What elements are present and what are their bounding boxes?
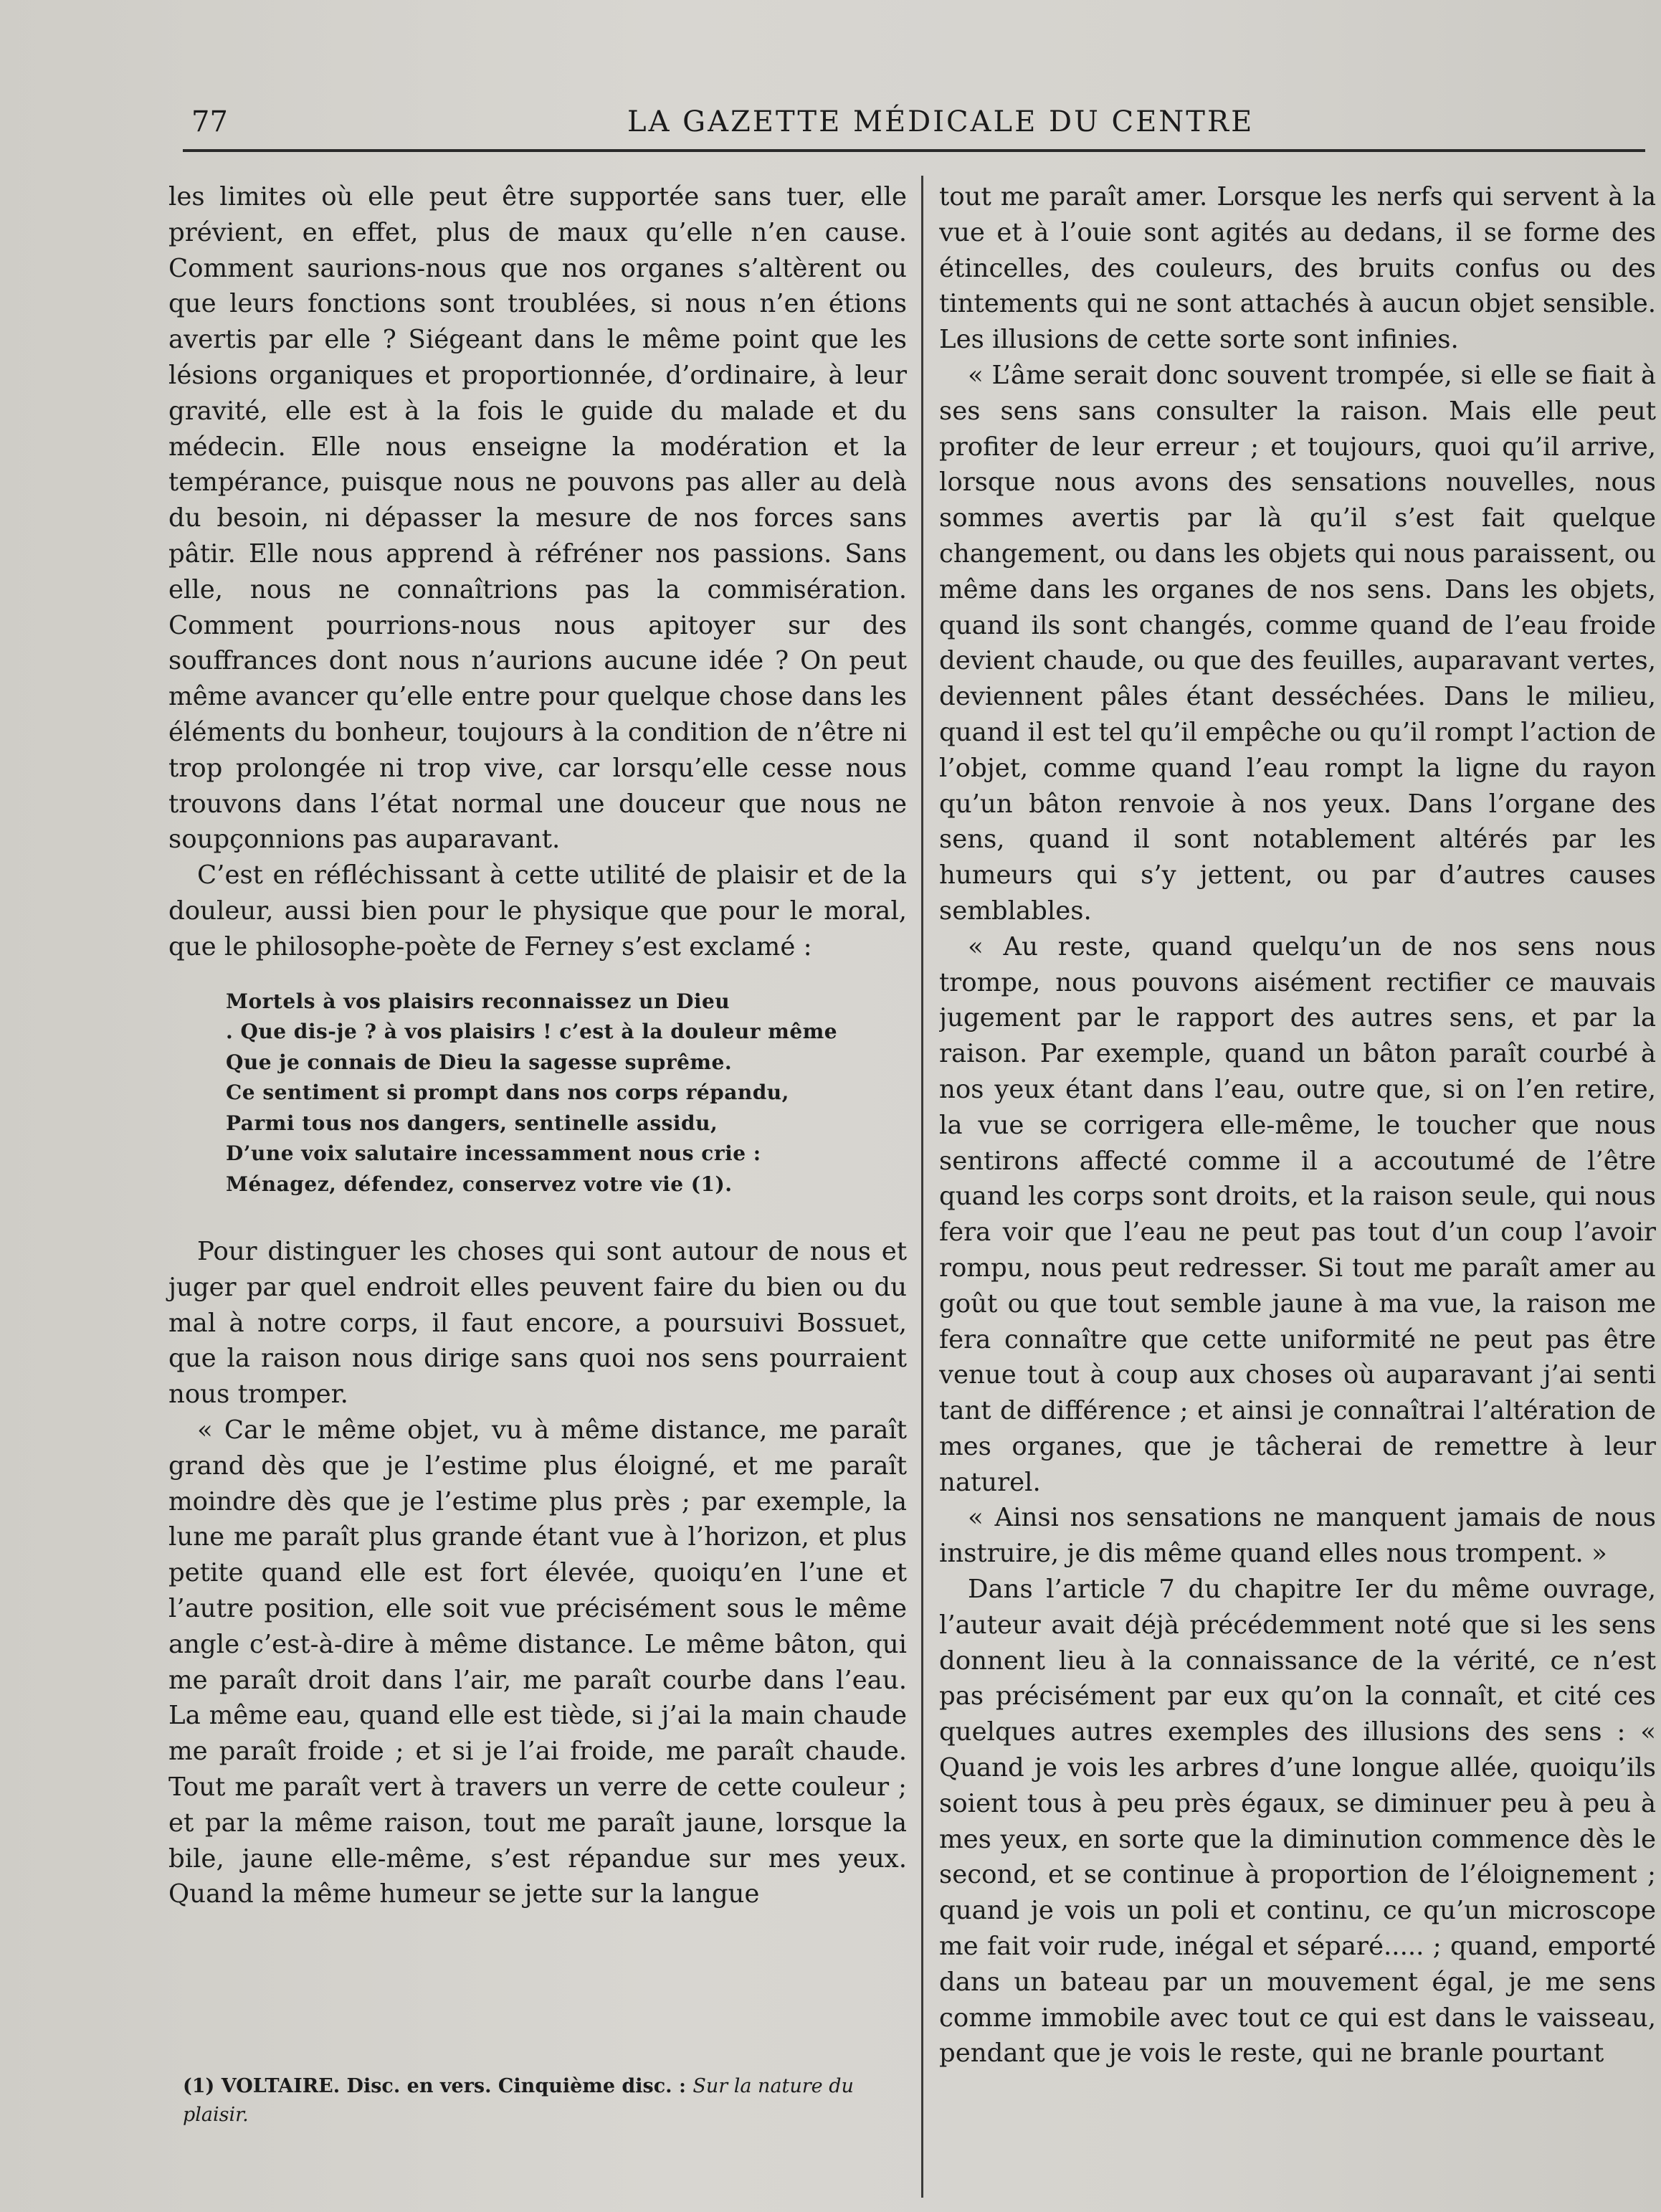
poem-verse: . Que dis-je ? à vos plaisirs ! c’est à la douleur même bbox=[226, 1020, 838, 1044]
left-column bbox=[168, 179, 907, 1912]
right-column bbox=[939, 179, 1656, 2071]
left-paragraph-1: les limites où elle peut être supportée sans tuer, elle prévient, en effet, plus de maux qu’elle n’en cause. Comment saurions-nous que nos organes s’altèrent ou que leurs fonctions sont troublées, si nous n’en étions avertis par elle ? Siégeant dans le même point que les lésions organiques et proportionnée, d’ordinaire, à leur gravité, elle est à la fois le guide du malade et du médecin. Elle nous enseigne la modération et la tempérance, puisque nous ne pouvons pas aller au delà du besoin, ni dépasser la mesure de nos forces sans pâtir. Elle nous apprend à réfréner nos passions. Sans elle, nous ne connaîtrions pas la commisération. Comment pourrions-nous nous apitoyer sur des souffrances dont nous n’aurions aucune idée ? On peut même avancer qu’elle entre pour quelque chose dans les éléments du bonheur, toujours à la condition de n’être ni trop prolongée ni trop vive, car lorsqu’elle cesse nous trouvons dans l’état normal une douceur que nous ne soupçonnions pas auparavant. bbox=[168, 182, 907, 855]
running-header bbox=[183, 97, 1645, 140]
right-paragraph-1: tout me paraît amer. Lorsque les nerfs qui servent à la vue et à l’ouie sont agités au dedans, il se forme des étincelles, des couleurs, des bruits confus ou des tintements qui ne sont attachés à aucun objet sensible. Les illusions de cette sorte sont infinies. bbox=[939, 182, 1656, 355]
poem-quotation bbox=[226, 987, 907, 1200]
poem-verse: Parmi tous nos dangers, sentinelle assidu, bbox=[226, 1111, 718, 1135]
poem-verse: Mortels à vos plaisirs reconnaissez un Dieu bbox=[226, 989, 730, 1013]
header-rule bbox=[183, 149, 1645, 152]
footnote-title: Sur la nature du plaisir. bbox=[183, 2075, 854, 2126]
footnote-text: (1) VOLTAIRE. Disc. en vers. Cinquième disc. : bbox=[183, 2075, 686, 2097]
right-paragraph-3: « Au reste, quand quelqu’un de nos sens nous trompe, nous pouvons aisément rectifier ce mauvais jugement par le rapport des autres sens, et par la raison. Par exemple, quand un bâton paraît courbé à nos yeux étant dans l’eau, outre que, si on l’en retire, la vue se corrigera elle-même, le toucher que nous sentirons affecté comme il a accoutumé de l’être quand les corps sont droits, et la raison seule, qui nous fera voir que l’eau ne peut pas tout d’un coup l’avoir rompu, nous peut redresser. Si tout me paraît amer au goût ou que tout semble jaune à ma vue, la raison me fera connaître que cette uniformité ne peut pas être venue tout à coup aux choses où auparavant j’ai senti tant de différence ; et ainsi je connaîtrai l’altération de mes organes, que je tâcherai de remettre à leur naturel. bbox=[939, 931, 1656, 1497]
poem-verse: Ce sentiment si prompt dans nos corps répandu, bbox=[226, 1081, 789, 1105]
left-paragraph-4: « Car le même objet, vu à même distance, me paraît grand dès que je l’estime plus éloigné, et me paraît moindre dès que je l’estime plus près ; par exemple, la lune me paraît plus grande étant vue à l’horizon, et plus petite quand elle est fort élevée, quoiqu’en l’une et l’autre position, elle soit vue précisément sous le même angle c’est-à-dire à même distance. Le même bâton, qui me paraît droit dans l’air, me paraît courbe dans l’eau. La même eau, quand elle est tiède, si j’ai la main chaude me paraît froide ; et si je l’ai froide, me paraît chaude. Tout me paraît vert à travers un verre de cette couleur ; et par la même raison, tout me paraît jaune, lorsque la bile, jaune elle-même, s’est répandue sur mes yeux. Quand la même humeur se jette sur la langue bbox=[168, 1415, 907, 1909]
column-divider bbox=[921, 176, 923, 2198]
page-number: 77 bbox=[191, 105, 228, 138]
journal-title: LA GAZETTE MÉDICALE DU CENTRE bbox=[627, 105, 1255, 138]
left-paragraph-3: Pour distinguer les choses qui sont autour de nous et juger par quel endroit elles peuvent faire du bien ou du mal à notre corps, il faut encore, a poursuivi Bossuet, que la raison nous dirige sans quoi nos sens pourraient nous tromper. bbox=[168, 1237, 907, 1410]
right-paragraph-2: « L’âme serait donc souvent trompée, si elle se fiait à ses sens sans consulter la raison. Mais elle peut profiter de leur erreur ; et toujours, quoi qu’il arrive, lorsque nous avons des sensations nouvelles, nous sommes avertis par là qu’il s’est fait quelque changement, ou dans les objets qui nous paraissent, ou même dans les organes de nos sens. Dans les objets, quand ils sont changés, comme quand de l’eau froide devient chaude, ou que des feuilles, auparavant vertes, deviennent pâles étant desséchées. Dans le milieu, quand il est tel qu’il empêche ou qu’il rompt l’action de l’objet, comme quand l’eau rompt la ligne du rayon qu’un bâton renvoie à nos yeux. Dans l’organe des sens, quand il sont notablement altérés par les humeurs qui s’y jettent, ou par d’autres causes semblables. bbox=[939, 360, 1656, 926]
left-paragraph-2: C’est en réfléchissant à cette utilité de plaisir et de la douleur, aussi bien pour le physique que pour le moral, que le philosophe-poète de Ferney s’est exclamé : bbox=[168, 860, 907, 962]
poem-verse: Que je connais de Dieu la sagesse suprême. bbox=[226, 1050, 733, 1074]
right-paragraph-5: Dans l’article 7 du chapitre Ier du même ouvrage, l’auteur avait déjà précédemment noté que si les sens donnent lieu à la connaissance de la vérité, ce n’est pas précisément par eux qu’on la connaît, et cité ces quelques autres exemples des illusions des sens : « Quand je vois les arbres d’une longue allée, quoiqu’ils soient tous à peu près égaux, se diminuer peu à peu à mes yeux, en sorte que la diminution commence dès le second, et se continue à proportion de l’éloignement ; quand je vois un poli et continu, ce qu’un microscope me fait voir rude, inégal et séparé..... ; quand, emporté dans un bateau par un mouvement égal, je me sens comme immobile avec tout ce qui est dans le vaisseau, pendant que je vois le reste, qui ne branle pourtant bbox=[939, 1575, 1656, 2069]
poem-verse: D’une voix salutaire incessamment nous crie : bbox=[226, 1141, 761, 1166]
poem-verse: Ménagez, défendez, conservez votre vie (1). bbox=[226, 1172, 733, 1196]
footnote bbox=[183, 2072, 914, 2130]
right-paragraph-4: « Ainsi nos sensations ne manquent jamais de nous instruire, je dis même quand elles nous trompent. » bbox=[939, 1503, 1656, 1569]
